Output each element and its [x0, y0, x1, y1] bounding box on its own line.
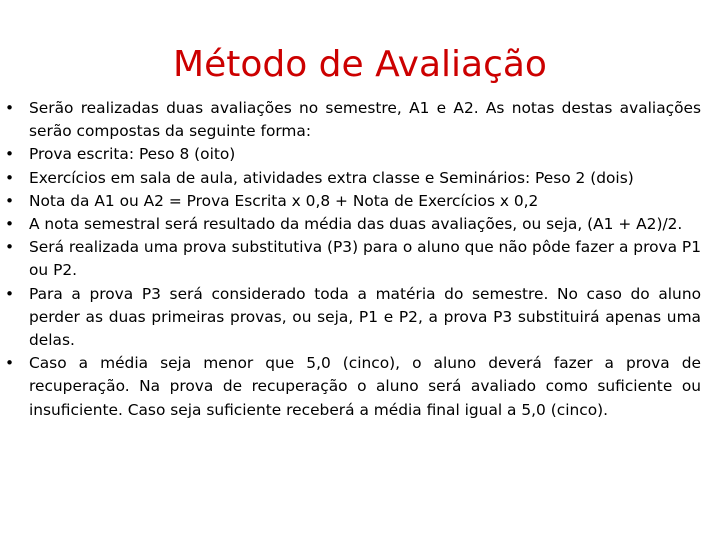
bullet-item	[5, 283, 701, 353]
bullet-item	[5, 190, 701, 213]
bullet-item	[5, 213, 701, 236]
bullet-text: Exercícios em sala de aula, atividades extra classe e Seminários: Peso 2 (dois)	[29, 168, 634, 187]
bullet-icon: •	[5, 238, 15, 257]
bullet-icon: •	[5, 168, 15, 187]
bullet-text: Nota da A1 ou A2 = Prova Escrita x 0,8 + Nota de Exercícios x 0,2	[29, 191, 539, 210]
bullet-text: Será realizada uma prova substitutiva (P3) para o aluno que não pôde fazer a prova P1 ou P2.	[29, 238, 701, 280]
bullet-text: Serão realizadas duas avaliações no semestre, A1 e A2. As notas destas avaliações serão compostas da seguinte forma:	[29, 99, 701, 141]
bullet-list	[5, 97, 701, 422]
bullet-icon: •	[5, 99, 15, 117]
bullet-icon: •	[5, 284, 15, 303]
slide-title: Método de Avaliação	[173, 44, 547, 85]
bullet-icon: •	[5, 215, 15, 234]
bullet-icon: •	[5, 145, 15, 164]
bullet-item	[5, 97, 701, 143]
bullet-icon: •	[5, 191, 15, 210]
bullet-item	[5, 236, 701, 282]
bullet-item	[5, 352, 701, 422]
bullet-text: Caso a média seja menor que 5,0 (cinco), o aluno deverá fazer a prova de recuperação. Na prova de recuperação o aluno será avaliado como suficiente ou insuficiente. Caso seja suficiente receberá a média final igual a 5,0 (cinco).	[29, 354, 701, 419]
bullet-icon: •	[5, 354, 15, 373]
bullet-item	[5, 167, 701, 190]
bullet-text: Prova escrita: Peso 8 (oito)	[29, 145, 236, 164]
bullet-text: A nota semestral será resultado da média das duas avaliações, ou seja, (A1 + A2)/2.	[29, 215, 683, 234]
bullet-text: Para a prova P3 será considerado toda a matéria do semestre. No caso do aluno perder as duas primeiras provas, ou seja, P1 e P2, a prova P3 substituirá apenas uma delas.	[29, 284, 701, 350]
bullet-item	[5, 143, 701, 166]
